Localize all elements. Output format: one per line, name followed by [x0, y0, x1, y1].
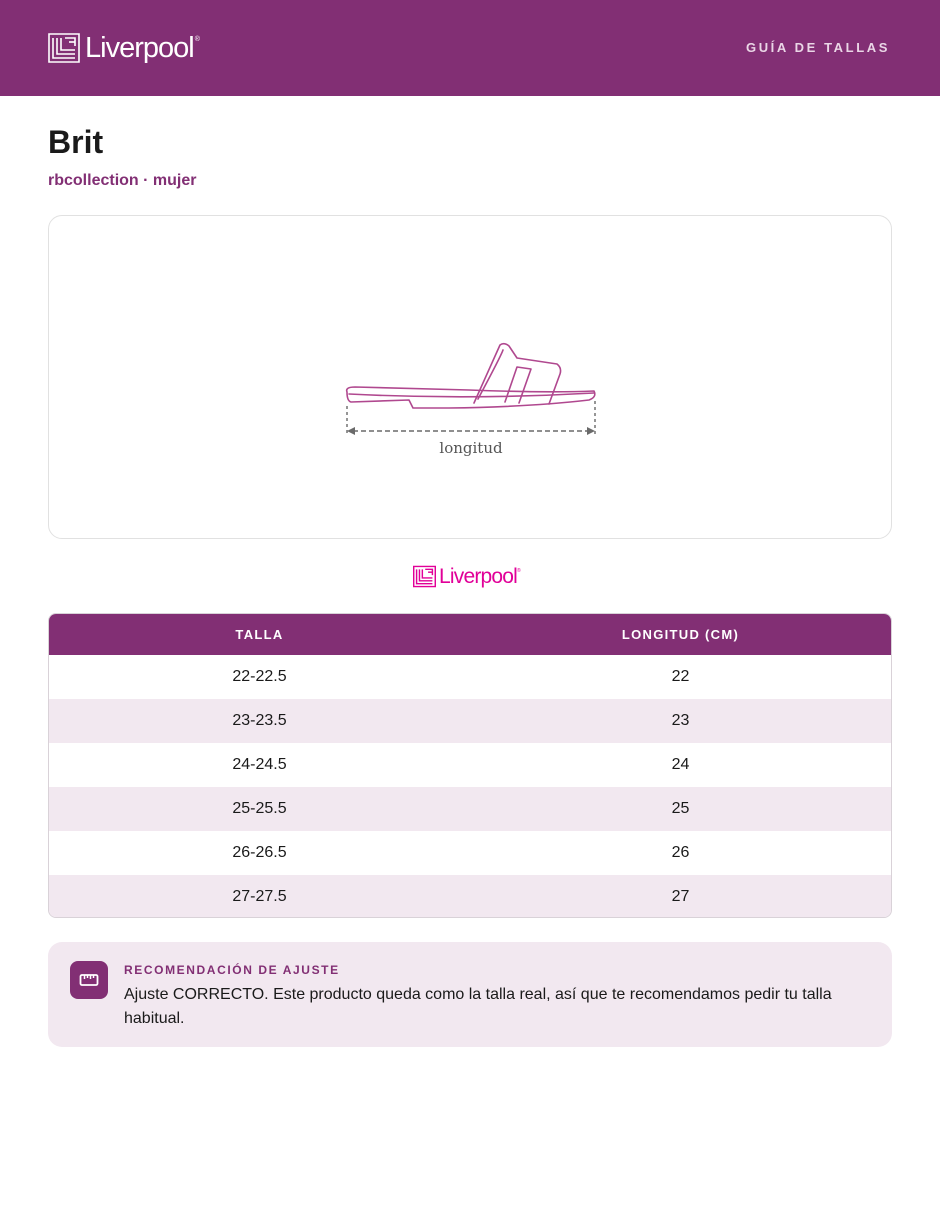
measurement-diagram-card	[48, 215, 892, 539]
size-guide-nav-link[interactable]: GUÍA DE TALLAS	[745, 40, 890, 55]
arrow-right-icon	[587, 427, 595, 435]
measurement-label: longitud	[439, 439, 503, 457]
liverpool-brand-logo	[413, 562, 521, 590]
brand-wordmark: Liverpool	[439, 564, 518, 588]
logo-wordmark: Liverpool	[85, 31, 194, 64]
table-row	[49, 743, 891, 787]
product-subtitle: rbcollection · mujer	[48, 172, 197, 189]
table-header	[49, 614, 891, 655]
column-header-size: TALLA	[235, 627, 284, 642]
sandal-outline-icon	[49, 216, 893, 540]
product-title: Brit	[48, 124, 104, 160]
fit-recommendation-box	[48, 942, 892, 1047]
liverpool-brand-icon	[413, 565, 436, 588]
length-cell: 24	[671, 756, 690, 773]
length-cell: 25	[671, 800, 690, 817]
table-row	[49, 831, 891, 875]
liverpool-logo[interactable]	[48, 30, 200, 66]
logo-registered-mark: ®	[194, 36, 200, 43]
length-cell: 23	[671, 712, 690, 729]
table-row	[49, 787, 891, 831]
size-cell: 24-24.5	[232, 756, 287, 773]
size-table	[48, 613, 892, 918]
table-row	[49, 875, 891, 918]
recommendation-title: RECOMENDACIÓN DE AJUSTE	[124, 963, 340, 977]
liverpool-logo-icon	[48, 33, 80, 63]
size-cell: 25-25.5	[232, 800, 287, 817]
top-header	[0, 0, 940, 96]
recommendation-text: Ajuste CORRECTO. Este producto queda como la talla real, así que te recomendamos pedir tu talla habitual.	[124, 986, 832, 1027]
length-cell: 27	[671, 888, 690, 905]
length-cell: 26	[671, 844, 690, 861]
size-cell: 27-27.5	[232, 888, 287, 905]
table-body	[49, 655, 891, 918]
table-row	[49, 655, 891, 699]
arrow-left-icon	[347, 427, 355, 435]
size-cell: 22-22.5	[232, 668, 287, 685]
length-cell: 22	[671, 668, 690, 685]
column-header-length: LONGITUD (CM)	[621, 627, 740, 642]
table-row	[49, 699, 891, 743]
size-cell: 23-23.5	[232, 712, 287, 729]
ruler-icon	[70, 961, 108, 999]
brand-registered-mark: ®	[517, 568, 521, 574]
size-cell: 26-26.5	[232, 844, 287, 861]
